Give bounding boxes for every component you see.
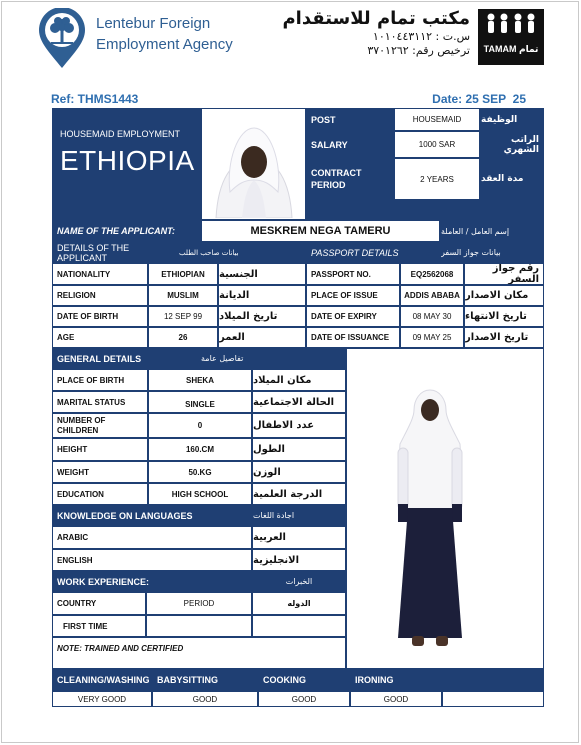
age-label (52, 327, 148, 348)
passport-row-ar: مكان الاصدار (465, 290, 529, 301)
name-ar: إسم العامل / العاملة (441, 226, 510, 236)
general-row-label: EDUCATION (57, 489, 104, 499)
first-time-cell (52, 615, 146, 637)
issuance-ar (464, 327, 544, 348)
note-cell (52, 637, 346, 669)
skill-header-ironing (350, 669, 442, 691)
passport-details-ar: بيانات جواز السفر (441, 248, 501, 257)
top-filler (306, 200, 544, 220)
applicant-row-label: NATIONALITY (57, 269, 111, 279)
issuance-value (400, 327, 464, 348)
applicant-row-label: AGE (57, 333, 75, 342)
agency-logo (37, 8, 87, 70)
general-row-label: PLACE OF BIRTH (57, 375, 125, 385)
passport-details-header (306, 242, 440, 263)
languages-ar-header (252, 505, 346, 526)
languages-ar: اجادة اللغات (253, 511, 295, 520)
passport-details-ar-header (440, 242, 544, 263)
general-row-ar: الدرجة العلمية (253, 488, 323, 500)
document-date: Date: 25 SEP 25 (432, 92, 526, 106)
general-row-value: HIGH SCHOOL (171, 489, 229, 499)
note-text: NOTE: TRAINED AND CERTIFIED (57, 644, 184, 653)
skill-value-cooking (258, 691, 350, 707)
full-body-photo (390, 388, 470, 654)
education-value (148, 483, 252, 505)
applicant-details-title: DETAILS OF THE APPLICANT (57, 242, 130, 263)
issuance-label (306, 327, 400, 348)
applicant-row-ar: الديانة (219, 290, 250, 301)
general-details-ar-header (200, 348, 346, 369)
passport-no-value (400, 263, 464, 285)
skill-value: GOOD (291, 694, 317, 704)
religion-ar (218, 285, 306, 306)
general-row-label: MARITAL STATUS (57, 397, 126, 407)
applicant-row-ar: العمر (219, 332, 245, 343)
general-details-header (52, 348, 200, 369)
passport-row-label: PLACE OF ISSUE (311, 291, 378, 300)
general-row-label: WEIGHT (57, 467, 89, 477)
job-title: HOUSEMAID EMPLOYMENT (60, 129, 181, 139)
place-of-issue-ar (464, 285, 544, 306)
skill-label: IRONING (355, 675, 394, 685)
work-experience-ar-header (252, 571, 346, 592)
language-label: ENGLISH (57, 555, 93, 565)
language-row-arabic-ar (252, 526, 346, 549)
salary-value: 1000 SAR (418, 140, 456, 149)
applicant-row-ar: الجنسية (219, 268, 258, 280)
salary-ar: الراتب الشهري (503, 134, 539, 155)
passport-row-ar: رقم جواز السفر (492, 263, 539, 285)
skill-value-cleaning (52, 691, 152, 707)
agency-name (96, 13, 266, 55)
logo-latin: TAMAM (483, 44, 517, 54)
passport-photo (208, 122, 300, 218)
passport-row-value: ADDIS ABABA (404, 291, 460, 300)
language-ar: العربية (253, 532, 286, 543)
salary-ar-cell (480, 131, 544, 158)
first-time-period-cell (146, 615, 252, 637)
skill-value: GOOD (192, 694, 218, 704)
post-ar-cell (480, 108, 544, 131)
applicant-row-value: ETHIOPIAN (161, 269, 205, 279)
arabic-cr-number: س.ت : ١٠١٠٤٤٣١١٢ (372, 30, 470, 43)
general-details-title: GENERAL DETAILS (57, 353, 142, 364)
weight-ar (252, 461, 346, 483)
age-ar (218, 327, 306, 348)
skill-value: VERY GOOD (77, 694, 127, 704)
work-experience-ar: الخبرات (285, 577, 313, 586)
work-country-ar-cell (252, 592, 346, 615)
skill-value-ironing (350, 691, 442, 707)
general-row-value: SINGLE (185, 400, 215, 409)
skill-value: GOOD (383, 694, 409, 704)
height-value (148, 438, 252, 461)
country-title: ETHIOPIA (60, 145, 195, 176)
first-time-country-cell (252, 615, 346, 637)
marital-status-label (52, 391, 148, 413)
passport-no-ar (464, 263, 544, 285)
passport-details-title: PASSPORT DETAILS (311, 247, 399, 258)
applicant-row-label: RELIGION (57, 291, 96, 300)
language-ar: الانجليزية (253, 554, 300, 566)
general-row-label: HEIGHT (57, 445, 88, 454)
passport-row-value: 08 MAY 30 (412, 312, 452, 321)
work-country-label-cell (52, 592, 146, 615)
language-row-arabic (52, 526, 252, 549)
education-label (52, 483, 148, 505)
work-period-label: PERIOD (183, 599, 215, 608)
general-row-ar: عدد الاطفال (253, 420, 315, 431)
applicant-details-ar-header (178, 242, 306, 263)
passport-row-value: 09 MAY 25 (412, 333, 452, 342)
salary-value-cell (394, 131, 480, 158)
arabic-office-block (280, 8, 470, 58)
skill-label: CLEANING/WASHING (57, 675, 150, 685)
general-row-value: 0 (197, 421, 203, 430)
passport-row-label: DATE OF EXPIRY (311, 312, 377, 321)
applicant-details-header (52, 242, 178, 263)
place-of-issue-label (306, 285, 400, 306)
applicant-row-value: 26 (178, 333, 188, 342)
applicant-row-value: 12 SEP 99 (163, 312, 203, 321)
general-row-value: 50.KG (188, 467, 212, 477)
contract-value: 2 YEARS (420, 174, 454, 184)
first-time-label: FIRST TIME (63, 621, 108, 631)
skill-header-filler (442, 669, 544, 691)
general-row-ar: مكان الميلاد (253, 374, 312, 386)
logo-arabic: تمام (518, 45, 539, 55)
post-label-cell (306, 108, 394, 131)
work-period-label-cell (146, 592, 252, 615)
general-row-label: NUMBER OF CHILDREN (57, 415, 106, 435)
religion-label (52, 285, 148, 306)
general-row-value: SHEKA (185, 375, 214, 385)
weight-value (148, 461, 252, 483)
place-of-birth-ar (252, 369, 346, 391)
language-row-english (52, 549, 252, 571)
passport-no-label (306, 263, 400, 285)
place-of-birth-value (148, 369, 252, 391)
contract-ar: مدة العقد (481, 174, 524, 184)
applicant-row-value: MUSLIM (167, 291, 199, 300)
work-country-ar: الدوله (287, 599, 311, 608)
dob-value (148, 306, 218, 327)
nationality-value (148, 263, 218, 285)
contract-value-cell (394, 158, 480, 200)
applicant-details-ar: بيانات صاحب الطلب (179, 248, 239, 257)
weight-label (52, 461, 148, 483)
language-label: ARABIC (57, 533, 89, 542)
applicant-row-ar: تاريخ الميلاد (219, 311, 278, 322)
general-details-ar: تفاصيل عامة (201, 354, 244, 363)
languages-header (52, 505, 252, 526)
name-value-cell (201, 220, 440, 242)
post-value: HOUSEMAID (412, 115, 462, 124)
children-ar (252, 413, 346, 438)
name-label-cell (52, 220, 201, 242)
general-row-ar: الطول (253, 444, 285, 455)
skill-label: COOKING (263, 675, 307, 685)
children-label (52, 413, 148, 438)
place-of-issue-value (400, 285, 464, 306)
place-of-birth-label (52, 369, 148, 391)
general-row-ar: الحالة الاجتماعية (253, 396, 335, 408)
skill-value-babysitting (152, 691, 258, 707)
contract-label: CONTRACT PERIOD (311, 168, 362, 190)
name-label: NAME OF THE APPLICANT: (57, 226, 175, 236)
tamam-logo (478, 9, 544, 65)
arabic-license-number: ترخيص رقم: ٣٧٠١٢٦٢ (367, 44, 470, 57)
work-experience-header (52, 571, 252, 592)
reference-number: Ref: THMS1443 (51, 92, 139, 106)
nationality-ar (218, 263, 306, 285)
dob-ar (218, 306, 306, 327)
expiry-value (400, 306, 464, 327)
name-ar-cell (440, 220, 544, 242)
work-country-label: COUNTRY (57, 599, 97, 608)
marital-status-value (148, 391, 252, 413)
languages-title: KNOWLEDGE ON LANGUAGES (57, 510, 193, 521)
general-row-value: 160.CM (185, 445, 214, 454)
agency-name-line1: Lentebur Foreign (96, 15, 211, 32)
expiry-label (306, 306, 400, 327)
education-ar (252, 483, 346, 505)
contract-ar-cell (480, 158, 544, 200)
work-experience-title: WORK EXPERIENCE: (57, 576, 150, 587)
skill-header-cleaning (52, 669, 152, 691)
passport-row-label: PASSPORT NO. (311, 269, 371, 279)
skill-label: BABYSITTING (157, 675, 219, 685)
general-row-ar: الوزن (253, 466, 281, 478)
salary-label-cell (306, 131, 394, 158)
post-label: POST (311, 114, 336, 125)
children-value (148, 413, 252, 438)
passport-row-label: DATE OF ISSUANCE (311, 333, 390, 342)
height-ar (252, 438, 346, 461)
arabic-office-name: مكتب تمام للاستقدام (282, 8, 470, 29)
expiry-ar (464, 306, 544, 327)
religion-value (148, 285, 218, 306)
marital-status-ar (252, 391, 346, 413)
age-value (148, 327, 218, 348)
height-label (52, 438, 148, 461)
passport-row-value: EQ2562068 (410, 269, 454, 279)
skill-header-babysitting (152, 669, 258, 691)
people-icon (478, 9, 544, 39)
contract-label-cell (306, 158, 394, 200)
logo-text (478, 44, 544, 56)
skill-value-filler (442, 691, 544, 707)
salary-label: SALARY (311, 139, 348, 150)
name-value: MESKREM NEGA TAMERU (250, 225, 391, 237)
applicant-row-label: DATE OF BIRTH (57, 312, 119, 321)
agency-name-line2: Employment Agency (96, 36, 233, 53)
passport-row-ar: تاريخ الانتهاء (465, 311, 527, 322)
dob-label (52, 306, 148, 327)
nationality-label (52, 263, 148, 285)
passport-row-ar: تاريخ الاصدار (465, 332, 529, 343)
language-row-english-ar (252, 549, 346, 571)
post-ar: الوظيفة (481, 114, 518, 125)
skill-header-cooking (258, 669, 350, 691)
post-value-cell (394, 108, 480, 131)
